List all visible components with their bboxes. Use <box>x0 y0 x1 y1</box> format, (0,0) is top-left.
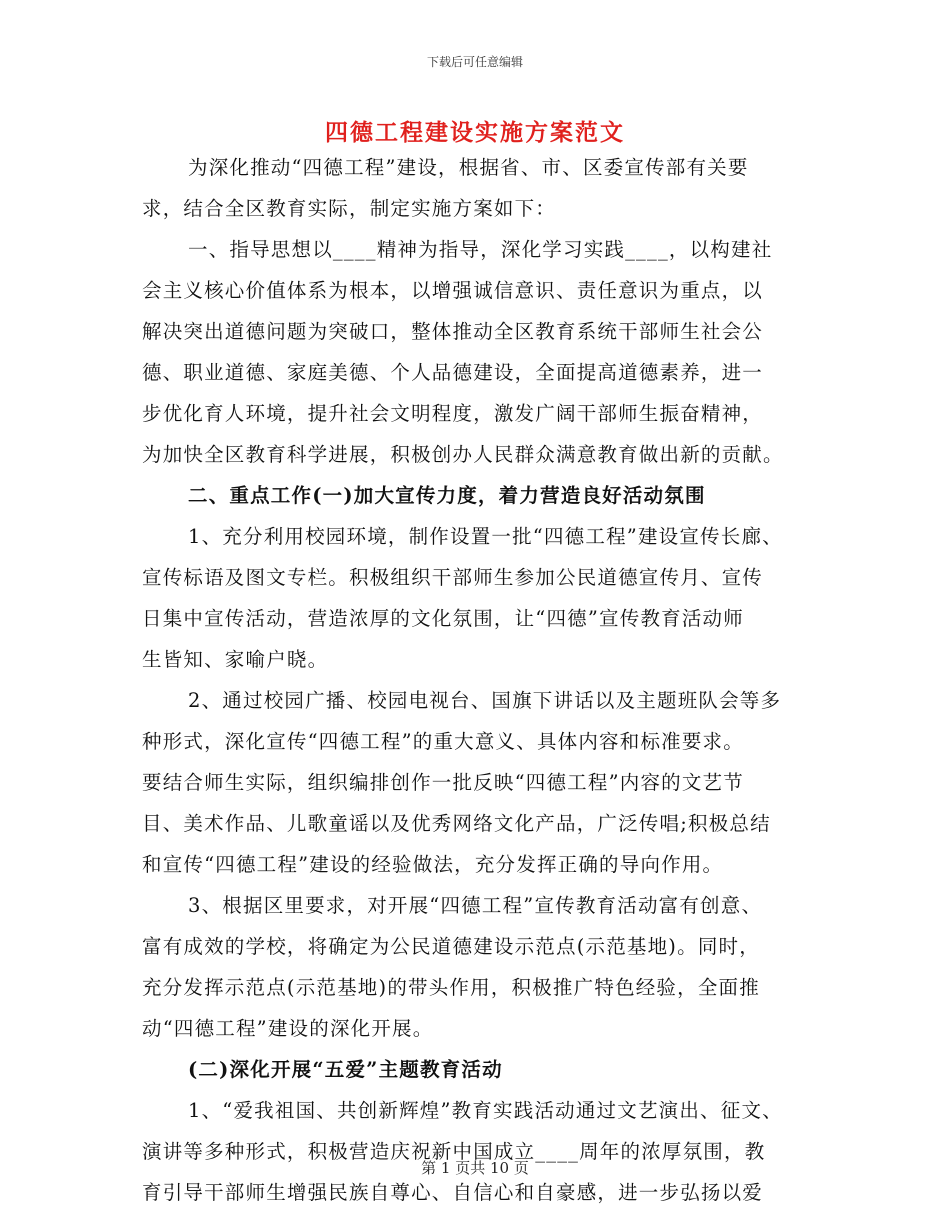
text-line: 会主义核心价值体系为根本，以增强诚信意识、责任意识为重点，以 <box>142 279 764 302</box>
text-line: 求，结合全区教育实际，制定实施方案如下： <box>142 197 557 220</box>
text-line: 演讲等多种形式，积极营造庆祝新中国成立____周年的浓厚氛围，教 <box>142 1140 766 1163</box>
page-footer: 第 1 页共 10 页 <box>421 1159 529 1177</box>
text-line: 育引导干部师生增强民族自尊心、自信心和自豪感，进一步弘扬以爱 <box>142 1181 764 1204</box>
text-line: 为深化推动“四德工程”建设，根据省、市、区委宣传部有关要 <box>188 156 749 179</box>
document-body <box>142 147 832 1213</box>
text-line: 一、指导思想以____精神为指导，深化学习实践____，以构建社 <box>188 238 773 261</box>
document-title: 四德工程建设实施方案范文 <box>325 119 625 146</box>
text-line: 为加快全区教育科学进展，积极创办人民群众满意教育做出新的贡献。 <box>142 443 784 466</box>
text-line: 生皆知、家喻户晓。 <box>142 648 329 671</box>
text-line: 1、“爱我祖国、共创新辉煌”教育实践活动通过文艺演出、征文、 <box>188 1099 783 1122</box>
text-line: 和宣传“四德工程”建设的经验做法，充分发挥正确的导向作用。 <box>142 853 724 876</box>
text-line: 宣传标语及图文专栏。积极组织干部师生参加公民道德宣传月、宣传 <box>142 566 764 589</box>
page-header-note: 下载后可任意编辑 <box>426 55 523 69</box>
text-line: 2、通过校园广播、校园电视台、国旗下讲话以及主题班队会等多 <box>188 689 782 712</box>
text-line: 种形式，深化宣传“四德工程”的重大意义、具体内容和标准要求。 <box>142 730 744 753</box>
text-line: 步优化育人环境，提升社会文明程度，激发广阔干部师生振奋精神， <box>142 402 764 425</box>
text-line: 3、根据区里要求，对开展“四德工程”宣传教育活动富有创意、 <box>188 894 763 917</box>
text-line: 日集中宣传活动，营造浓厚的文化氛围，让“四德”宣传教育活动师 <box>142 607 744 630</box>
text-line: 富有成效的学校，将确定为公民道德建设示范点(示范基地)。同时， <box>142 935 760 958</box>
section-heading: (二)深化开展“五爱”主题教育活动 <box>188 1058 503 1081</box>
text-line: 要结合师生实际，组织编排创作一批反映“四德工程”内容的文艺节 <box>142 771 744 794</box>
text-line: 动“四德工程”建设的深化开展。 <box>142 1017 434 1040</box>
text-line: 充分发挥示范点(示范基地)的带头作用，积极推广特色经验，全面推 <box>142 976 760 999</box>
text-line: 目、美术作品、儿歌童谣以及优秀网络文化产品，广泛传唱;积极总结 <box>142 812 771 835</box>
section-heading: 二、重点工作(一)加大宣传力度，着力营造良好活动氛围 <box>188 484 706 507</box>
text-line: 德、职业道德、家庭美德、个人品德建设，全面提高道德素养，进一 <box>142 361 764 384</box>
text-line: 1、充分利用校园环境，制作设置一批“四德工程”建设宣传长廊、 <box>188 525 783 548</box>
text-line: 解决突出道德问题为突破口，整体推动全区教育系统干部师生社会公 <box>142 320 764 343</box>
